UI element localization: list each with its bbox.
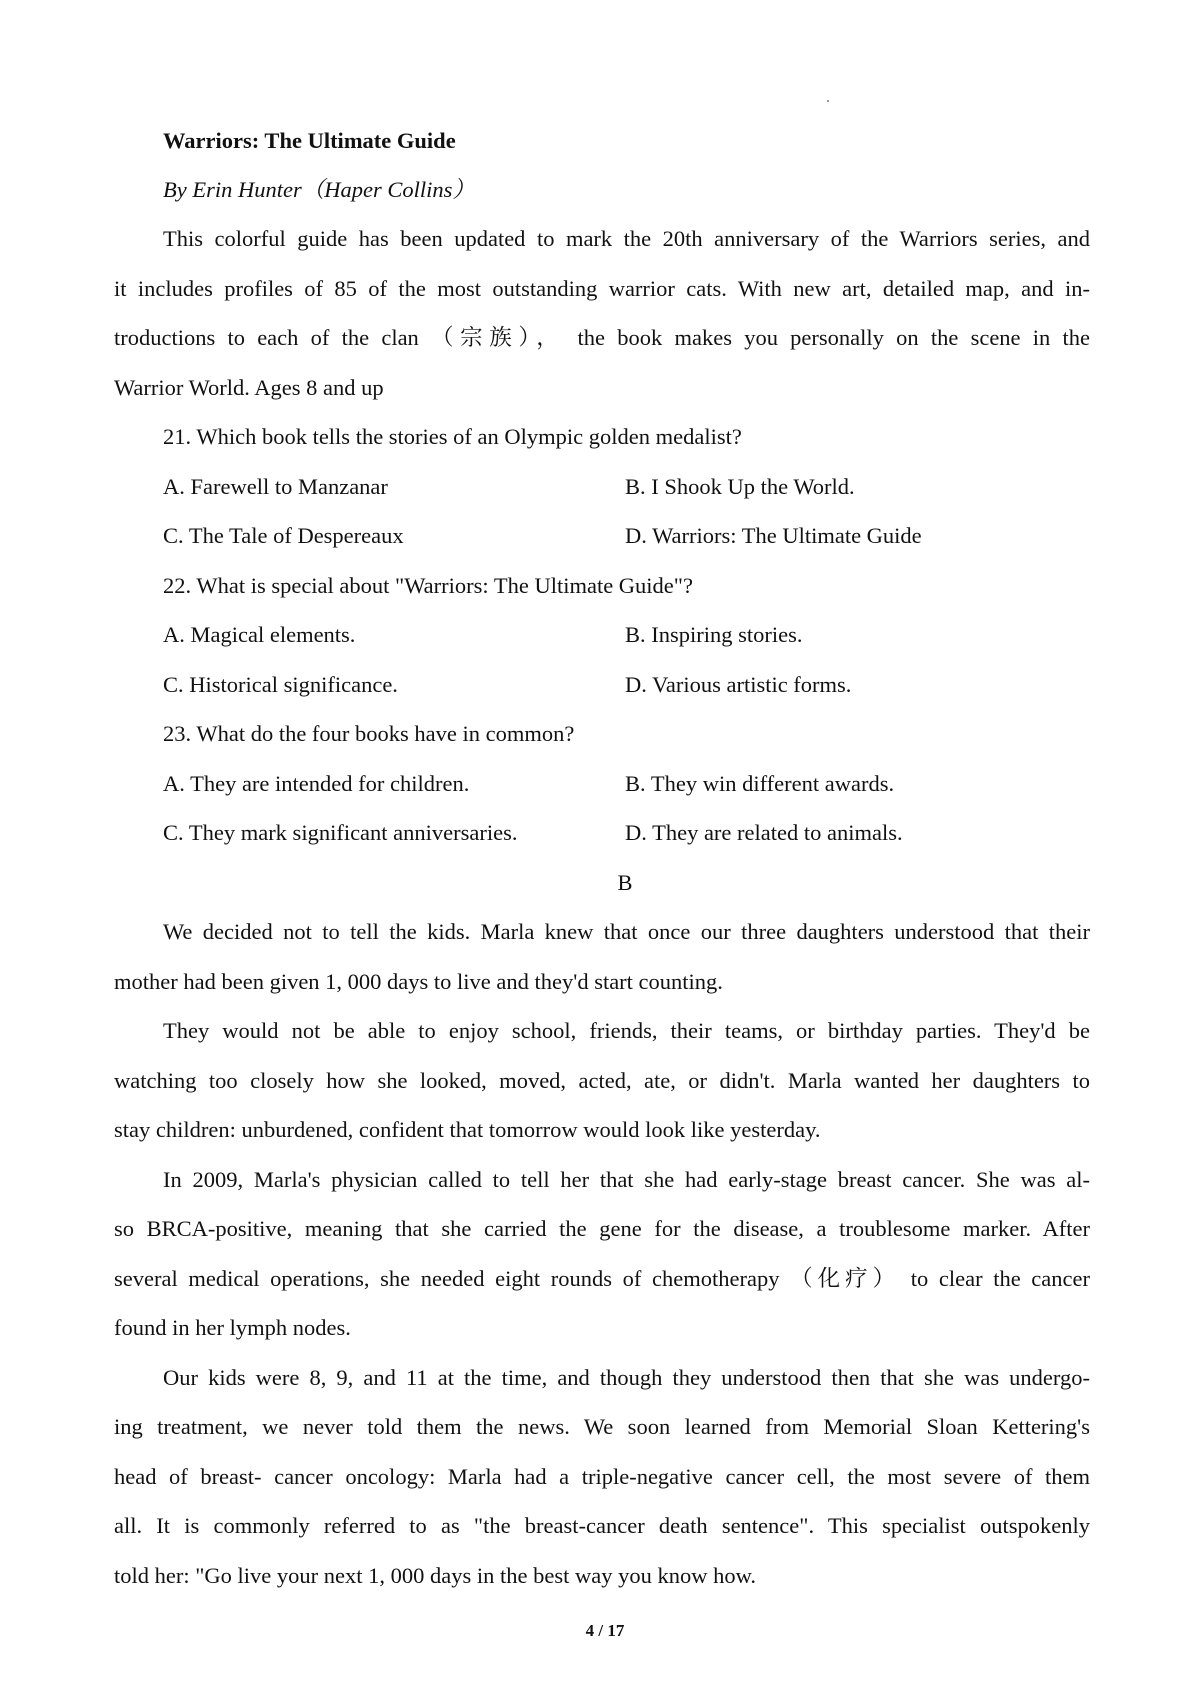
passage-line: so BRCA-positive, meaning that she carried the gene for the disease, a troublesome marker. After: [114, 1216, 1090, 1241]
answer-option: A. They are intended for children.: [163, 771, 470, 796]
answer-option: B. I Shook Up the World.: [625, 474, 855, 499]
book-title: Warriors: The Ultimate Guide: [163, 128, 456, 153]
passage-line: told her: "Go live your next 1, 000 days in the best way you know how.: [114, 1563, 757, 1588]
passage-line: They would not be able to enjoy school, friends, their teams, or birthday parties. They'd be: [163, 1018, 1090, 1043]
book-byline: By Erin Hunter（Haper Collins）: [163, 177, 475, 202]
passage-line: watching too closely how she looked, moved, acted, ate, or didn't. Marla wanted her daughters to: [114, 1068, 1090, 1093]
passage-line: all. It is commonly referred to as "the breast-cancer death sentence". This specialist outspokenly: [114, 1513, 1090, 1538]
book-desc-line: it includes profiles of 85 of the most outstanding warrior cats. With new art, detailed map, and in-: [114, 276, 1090, 301]
question-stem: 21. Which book tells the stories of an Olympic golden medalist?: [163, 424, 742, 449]
answer-option: B. They win different awards.: [625, 771, 895, 796]
answer-option: D. Various artistic forms.: [625, 672, 852, 697]
passage-line: head of breast- cancer oncology: Marla had a triple-negative cancer cell, the most severe of them: [114, 1464, 1090, 1489]
passage-line: mother had been given 1, 000 days to live and they'd start counting.: [114, 969, 723, 994]
answer-option: C. Historical significance.: [163, 672, 398, 697]
question-stem: 23. What do the four books have in common?: [163, 721, 575, 746]
answer-option: D. They are related to animals.: [625, 820, 903, 845]
passage-line: Our kids were 8, 9, and 11 at the time, and though they understood then that she was undergo-: [163, 1365, 1090, 1390]
section-heading: B: [617, 870, 633, 895]
answer-option: B. Inspiring stories.: [625, 622, 803, 647]
book-desc-line: Warrior World. Ages 8 and up: [114, 375, 384, 400]
passage-line: several medical operations, she needed eight rounds of chemotherapy （化疗） to clear the cancer: [114, 1266, 1090, 1291]
book-desc-line: This colorful guide has been updated to mark the 20th anniversary of the Warriors series, and: [163, 226, 1090, 251]
question-stem: 22. What is special about "Warriors: The Ultimate Guide"?: [163, 573, 693, 598]
passage-line: In 2009, Marla's physician called to tell her that she had early-stage breast cancer. She was al-: [163, 1167, 1090, 1192]
book-desc-line: troductions to each of the clan （宗族）， the book makes you personally on the scene in the: [114, 325, 1090, 350]
answer-option: A. Farewell to Manzanar: [163, 474, 388, 499]
page-number: 4 / 17: [585, 1621, 625, 1640]
answer-option: A. Magical elements.: [163, 622, 356, 647]
answer-option: D. Warriors: The Ultimate Guide: [625, 523, 922, 548]
passage-line: ing treatment, we never told them the news. We soon learned from Memorial Sloan Kettering's: [114, 1414, 1090, 1439]
answer-option: C. They mark significant anniversaries.: [163, 820, 518, 845]
answer-option: C. The Tale of Despereaux: [163, 523, 404, 548]
passage-line: stay children: unburdened, confident that tomorrow would look like yesterday.: [114, 1117, 821, 1142]
passage-line: We decided not to tell the kids. Marla knew that once our three daughters understood that their: [163, 919, 1090, 944]
scan-speck: [827, 100, 829, 102]
passage-line: found in her lymph nodes.: [114, 1315, 351, 1340]
